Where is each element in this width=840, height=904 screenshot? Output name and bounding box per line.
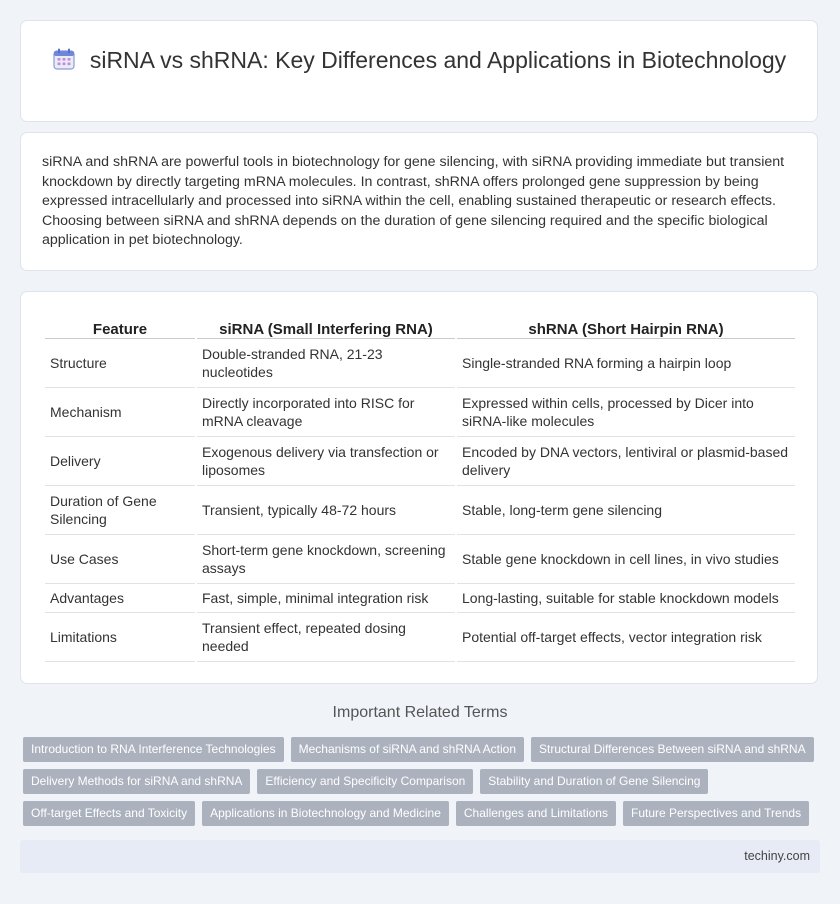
intro-text: siRNA and shRNA are powerful tools in biotechnology for gene silencing, with siRNA providing immediate but transient knockdown by directly targeting mRNA molecules. In contrast, shRNA offers prolonged gene suppression by being expressed intracellularly and processed into siRNA within the cell, enabling sustained therapeutic or research effects. Choosing between siRNA and shRNA depends on the duration of gene silencing required and the specific biological application in pet biotechnology. (42, 154, 785, 249)
page-title-wrap (21, 21, 817, 78)
sirna-cell: Transient effect, repeated dosing needed (197, 613, 455, 662)
shrna-cell: Potential off-target effects, vector integration risk (457, 613, 795, 662)
table-row (45, 486, 795, 535)
title-card (20, 20, 818, 122)
related-tag[interactable]: Applications in Biotechnology and Medicine (202, 801, 449, 826)
comparison-table (43, 314, 797, 662)
table-row (45, 613, 795, 662)
table-row (45, 388, 795, 437)
header-feature: Feature (45, 314, 195, 339)
feature-cell: Duration of Gene Silencing (45, 486, 195, 535)
header-sirna: siRNA (Small Interfering RNA) (197, 314, 455, 339)
related-tag[interactable]: Off-target Effects and Toxicity (23, 801, 195, 826)
intro-card (20, 132, 818, 271)
related-tag[interactable]: Mechanisms of siRNA and shRNA Action (291, 737, 524, 762)
related-terms-title: Important Related Terms (332, 704, 508, 721)
shrna-cell: Long-lasting, suitable for stable knockdown models (457, 584, 795, 613)
feature-cell: Mechanism (45, 388, 195, 437)
shrna-cell: Encoded by DNA vectors, lentiviral or plasmid-based delivery (457, 437, 795, 486)
table-header-row (45, 314, 795, 339)
shrna-cell: Stable gene knockdown in cell lines, in vivo studies (457, 535, 795, 584)
shrna-cell: Single-stranded RNA forming a hairpin loop (457, 339, 795, 388)
header-shrna: shRNA (Short Hairpin RNA) (457, 314, 795, 339)
shrna-cell: Stable, long-term gene silencing (457, 486, 795, 535)
feature-cell: Advantages (45, 584, 195, 613)
related-tag[interactable]: Stability and Duration of Gene Silencing (480, 769, 708, 794)
feature-cell: Use Cases (45, 535, 195, 584)
feature-cell: Delivery (45, 437, 195, 486)
shrna-cell: Expressed within cells, processed by Dicer into siRNA-like molecules (457, 388, 795, 437)
footer-site-link[interactable]: techiny.com (744, 849, 810, 863)
sirna-cell: Directly incorporated into RISC for mRNA cleavage (197, 388, 455, 437)
related-tag[interactable]: Efficiency and Specificity Comparison (257, 769, 473, 794)
calendar-icon (52, 47, 76, 78)
feature-cell: Limitations (45, 613, 195, 662)
sirna-cell: Transient, typically 48-72 hours (197, 486, 455, 535)
related-tag[interactable]: Introduction to RNA Interference Technologies (23, 737, 284, 762)
related-tag[interactable]: Challenges and Limitations (456, 801, 616, 826)
sirna-cell: Exogenous delivery via transfection or liposomes (197, 437, 455, 486)
table-row (45, 437, 795, 486)
related-terms-tags (23, 737, 823, 833)
sirna-cell: Fast, simple, minimal integration risk (197, 584, 455, 613)
feature-cell: Structure (45, 339, 195, 388)
related-tag[interactable]: Structural Differences Between siRNA and shRNA (531, 737, 814, 762)
page-title: siRNA vs shRNA: Key Differences and Applications in Biotechnology (89, 47, 787, 73)
related-tag[interactable]: Delivery Methods for siRNA and shRNA (23, 769, 250, 794)
table-row (45, 584, 795, 613)
sirna-cell: Double-stranded RNA, 21-23 nucleotides (197, 339, 455, 388)
comparison-table-card (20, 291, 818, 684)
sirna-cell: Short-term gene knockdown, screening assays (197, 535, 455, 584)
footer (20, 840, 820, 873)
related-tag[interactable]: Future Perspectives and Trends (623, 801, 809, 826)
table-row (45, 535, 795, 584)
table-row (45, 339, 795, 388)
